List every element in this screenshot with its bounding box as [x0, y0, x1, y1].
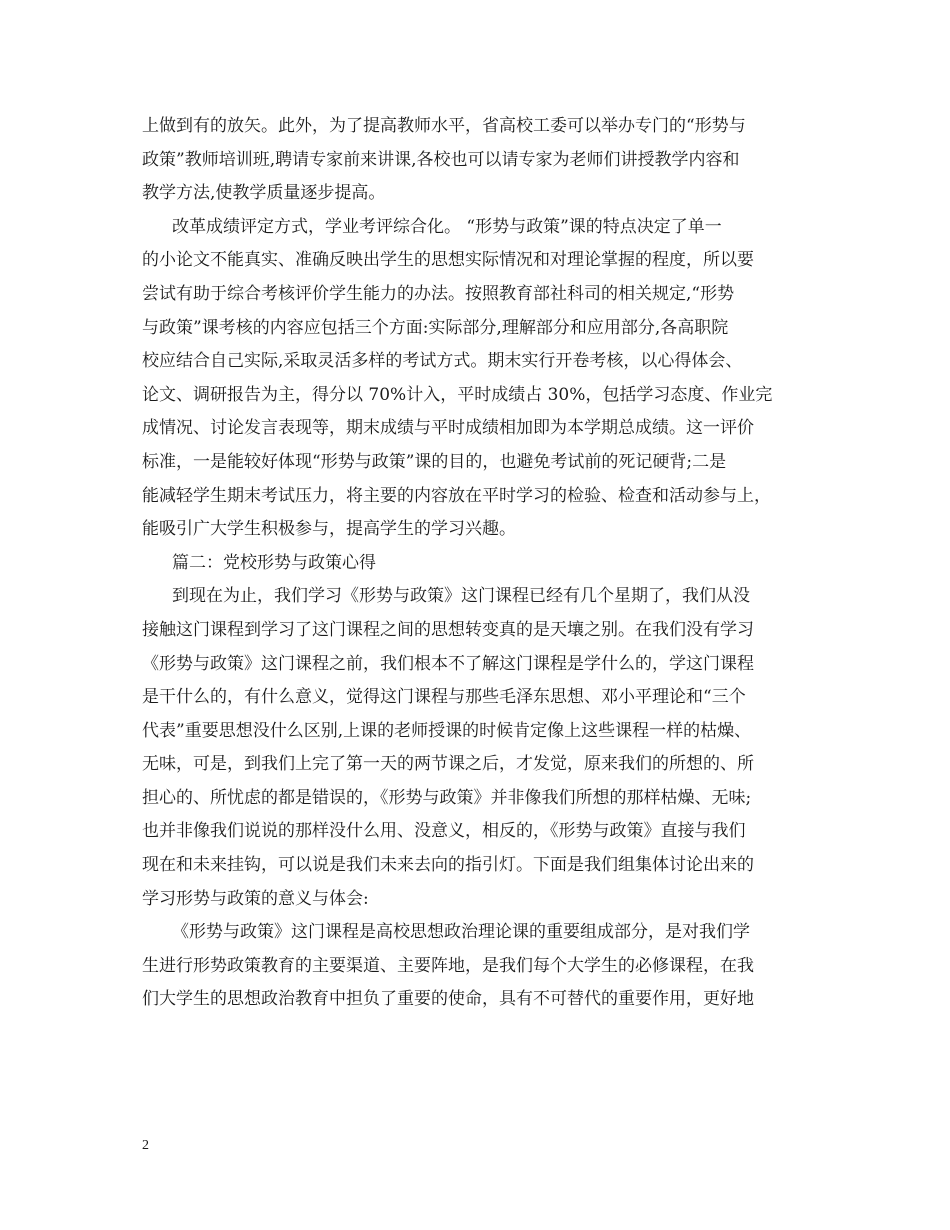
- text-line: 代表”重要思想没什么区别,上课的老师授课的时候肯定像上这些课程一样的枯燥、: [142, 720, 752, 741]
- page-number: 2: [142, 1138, 149, 1153]
- text-line: 《形势与政策》这门课程之前，我们根本不了解这门课程是学什么的，学这门课程: [142, 653, 754, 674]
- text-line: 论文、调研报告为主，得分以 70%计入，平时成绩占 30%，包括学习态度、作业完: [142, 384, 773, 405]
- text-line: 改革成绩评定方式，学业考评综合化。 “形势与政策”课的特点决定了单一: [172, 216, 722, 237]
- section-heading: 篇二：党校形势与政策心得: [172, 552, 376, 573]
- text-line: 尝试有助于综合考核评价学生能力的办法。按照教育部社科司的相关规定,“形势: [142, 283, 735, 304]
- text-line: 政策”教师培训班,聘请专家前来讲课,各校也可以请专家为老师们讲授教学内容和: [142, 149, 740, 170]
- text-line: 标准，一是能较好体现“形势与政策”课的目的，也避免考试前的死记硬背;二是: [142, 451, 727, 472]
- text-line: 能减轻学生期末考试压力，将主要的内容放在平时学习的检验、检查和活动参与上，: [142, 485, 771, 506]
- text-line: 能吸引广大学生积极参与，提高学生的学习兴趣。: [142, 519, 516, 540]
- text-line: 《形势与政策》这门课程是高校思想政治理论课的重要组成部分，是对我们学: [172, 922, 750, 943]
- text-line: 到现在为止，我们学习《形势与政策》这门课程已经有几个星期了，我们从没: [172, 586, 750, 607]
- document-body: [142, 110, 812, 1017]
- text-line: 们大学生的思想政治教育中担负了重要的使命，具有不可替代的重要作用，更好地: [142, 989, 754, 1010]
- text-line: 担心的、所忧虑的都是错误的，《形势与政策》并非像我们所想的那样枯燥、无味;: [142, 787, 752, 808]
- text-line: 与政策”课考核的内容应包括三个方面:实际部分,理解部分和应用部分,各高职院: [142, 317, 729, 338]
- text-line: 接触这门课程到学习了这门课程之间的思想转变真的是天壤之别。在我们没有学习: [142, 619, 754, 640]
- text-line: 无味，可是，到我们上完了第一天的两节课之后，才发觉，原来我们的所想的、所: [142, 754, 754, 775]
- text-line: 现在和未来挂钩，可以说是我们未来去向的指引灯。下面是我们组集体讨论出来的: [142, 855, 754, 876]
- text-line: 是干什么的，有什么意义，觉得这门课程与那些毛泽东思想、邓小平理论和“三个: [142, 687, 746, 708]
- text-line: 也并非像我们说说的那样没什么用、没意义，相反的，《形势与政策》直接与我们: [142, 821, 746, 842]
- text-line: 成情况、讨论发言表现等，期末成绩与平时成绩相加即为本学期总成绩。这一评价: [142, 418, 754, 439]
- text-line: 校应结合自己实际,采取灵活多样的考试方式。期末实行开卷考核，以心得体会、: [142, 351, 743, 372]
- text-line: 生进行形势政策教育的主要渠道、主要阵地，是我们每个大学生的必修课程，在我: [142, 955, 754, 976]
- text-line: 学习形势与政策的意义与体会:: [142, 888, 369, 909]
- text-line: 教学方法,使教学质量逐步提高。: [142, 183, 386, 204]
- text-line: 的小论文不能真实、准确反映出学生的思想实际情况和对理论掌握的程度，所以要: [142, 250, 754, 271]
- text-line: 上做到有的放矢。此外，为了提高教师水平，省高校工委可以举办专门的“形势与: [142, 116, 746, 136]
